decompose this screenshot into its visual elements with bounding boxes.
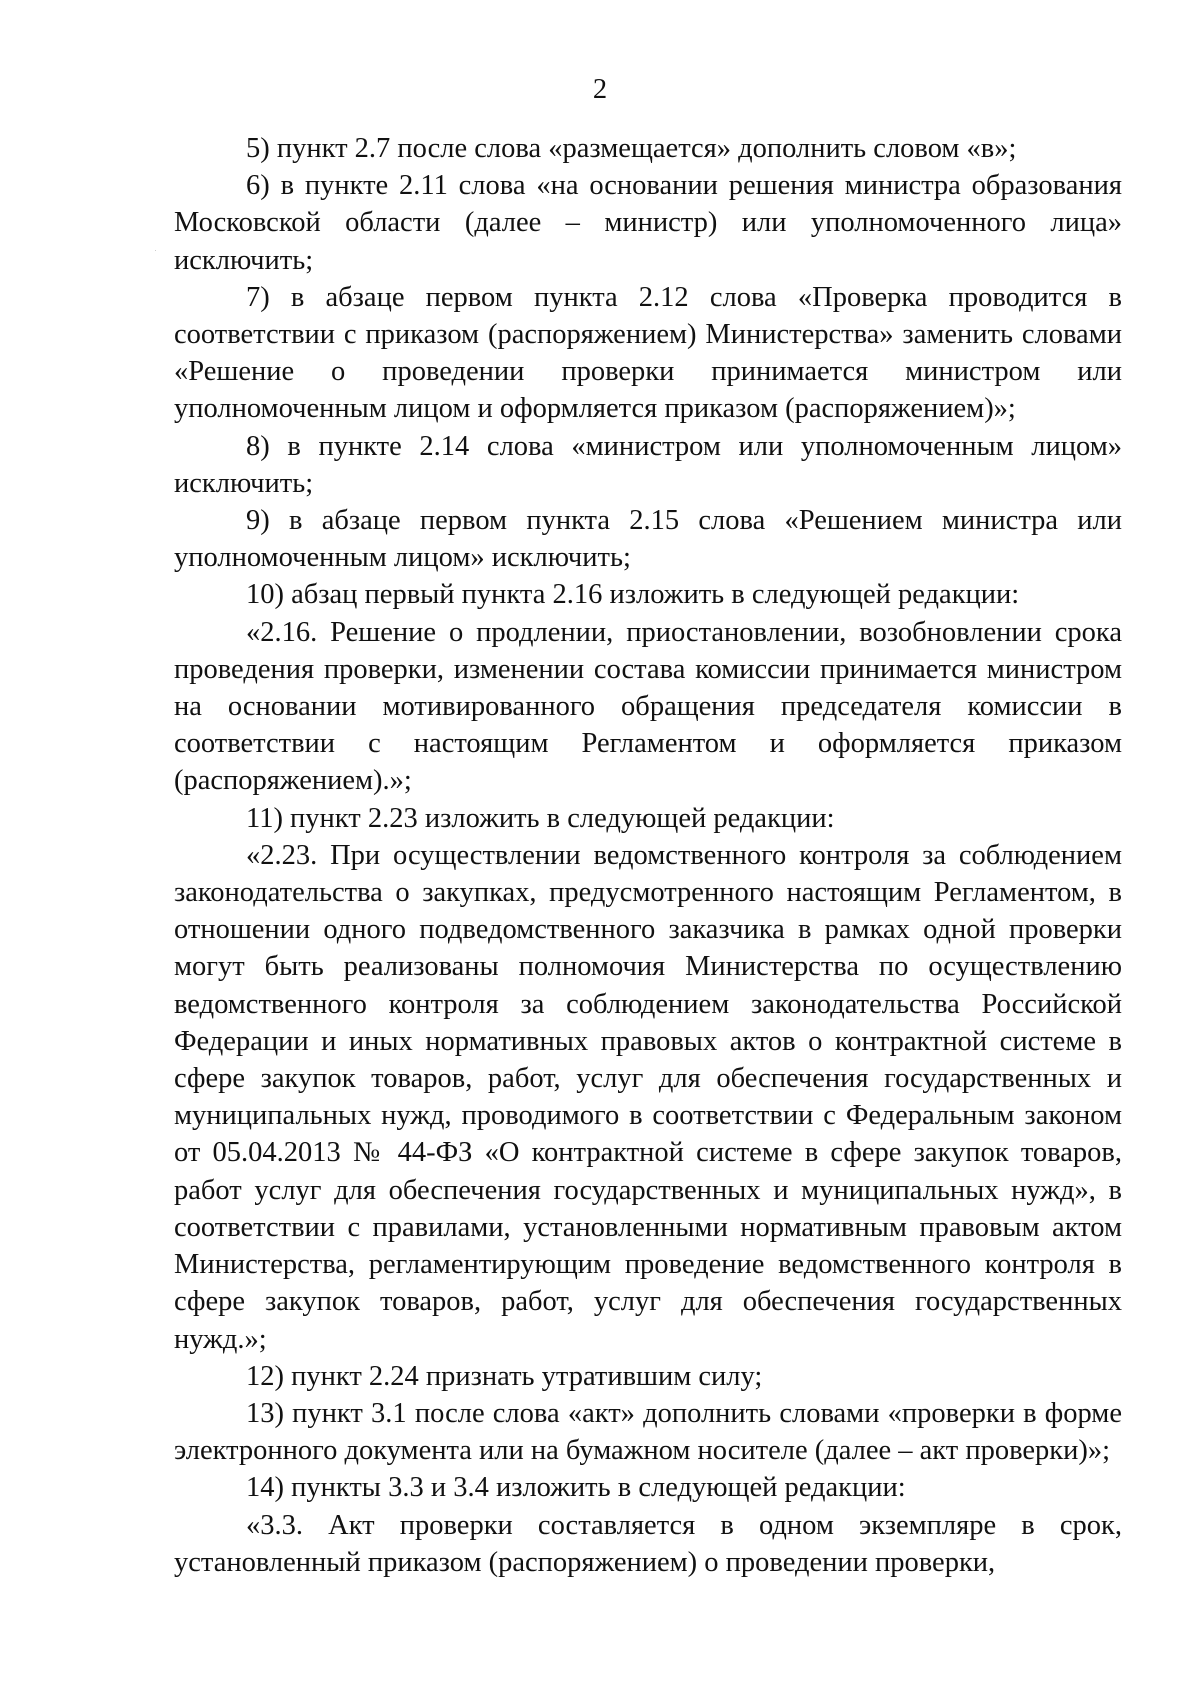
page-number: 2 — [592, 74, 608, 105]
paragraph-item-11: 11) пункт 2.23 изложить в следующей редакции: — [246, 802, 835, 834]
paragraph-item-5: 5) пункт 2.7 после слова «размещается» дополнить словом «в»; — [246, 133, 1017, 164]
quoted-paragraph-2-23: «2.23. При осуществлении ведомственного контроля за соблюдением законодательства о закупках, предусмотренного настоящим Регламентом, в отношении одного подведомственного заказчика в рамках одной проверки могут быть реализованы полномочия Министерства по осуществлению ведомственного контроля за соблюдением законодательства Российской Федерации и иных нормативных правовых актов о контрактной системе в сфере закупок товаров, работ, услуг для обеспечения государственных и муниципальных нужд, проводимого в соответствии с Федеральным законом от 05.04.2013 № 44-ФЗ «О контрактной системе в сфере закупок товаров, работ услуг для обеспечения государственных и муниципальных нужд», в соответствии с правилами, установленными нормативным правовым актом Министерства, регламентирующим проведение ведомственного контроля в сфере закупок товаров, работ, услуг для обеспечения государственных нужд.»; — [174, 839, 1122, 1355]
paragraph-item-10: 10) абзац первый пункта 2.16 изложить в следующей редакции: — [246, 579, 1020, 611]
paragraph-item-9: 9) в абзаце первом пункта 2.15 слова «Решением министра или уполномоченным лицом» исключить; — [174, 505, 1122, 574]
quoted-paragraph-2-16: «2.16. Решение о продлении, приостановлении, возобновлении срока проведения проверки, изменении состава комиссии принимается министром на основании мотивированного обращения председателя комиссии в соответствии с настоящим Регламентом и оформляется приказом (распоряжением).»; — [174, 616, 1122, 797]
paragraph-item-13: 13) пункт 3.1 после слова «акт» дополнить словами «проверки в форме электронного документа или на бумажном носителе (далее – акт проверки)»; — [174, 1397, 1122, 1467]
quoted-paragraph-3-3: «3.3. Акт проверки составляется в одном экземпляре в срок, установленный приказом (распоряжением) о проведении проверки, — [174, 1509, 1122, 1578]
scan-artifact — [155, 250, 156, 251]
paragraph-item-6: 6) в пункте 2.11 слова «на основании решения министра образования Московской области (далее – министр) или уполномоченного лица» исключить; — [174, 170, 1122, 276]
document-body — [174, 130, 1122, 1581]
paragraph-item-7: 7) в абзаце первом пункта 2.12 слова «Проверка проводится в соответствии с приказом (распоряжением) Министерства» заменить словами «Решение о проведении проверки принимается министром или уполномоченным лицом и оформляется приказом (распоряжением)»; — [174, 281, 1122, 425]
paragraph-item-12: 12) пункт 2.24 признать утратившим силу; — [246, 1360, 763, 1392]
paragraph-item-8: 8) в пункте 2.14 слова «министром или уполномоченным лицом» исключить; — [174, 430, 1122, 499]
paragraph-item-14: 14) пункты 3.3 и 3.4 изложить в следующей редакции: — [246, 1472, 906, 1504]
